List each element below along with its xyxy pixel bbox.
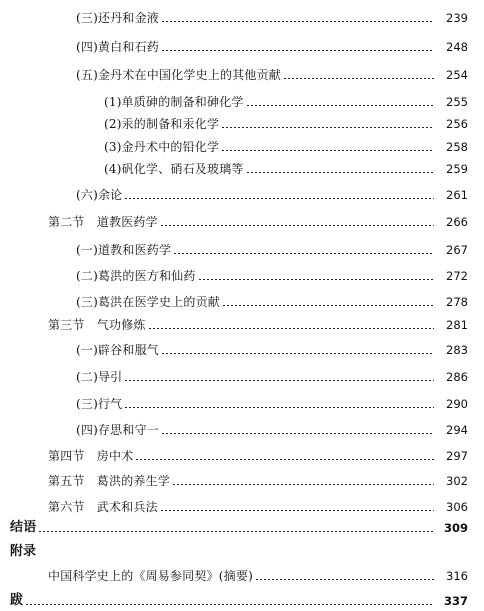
dot-leader [198, 279, 434, 280]
toc-entry-label: (2)汞的制备和汞化学 [104, 117, 220, 131]
toc-page-number: 281 [446, 318, 468, 332]
toc-page-number: 297 [446, 449, 468, 463]
dot-leader [173, 253, 434, 254]
dot-leader [221, 127, 434, 128]
toc-entry[interactable] [0, 137, 484, 157]
toc-entry[interactable] [0, 185, 484, 205]
toc-entry-label: (三)葛洪在医学史上的贡献 [76, 295, 220, 309]
toc-page-number: 302 [446, 474, 468, 488]
toc-entry[interactable] [0, 159, 484, 179]
dot-leader [255, 579, 434, 580]
toc-page-number: 290 [446, 397, 468, 411]
toc-page-number: 256 [446, 117, 468, 131]
toc-entry[interactable] [0, 266, 484, 286]
dot-leader [124, 380, 434, 381]
dot-leader [283, 78, 434, 79]
toc-entry[interactable] [0, 292, 484, 312]
toc-entry-label: (四)黄白和石药 [76, 40, 159, 54]
toc-entry-label: (三)还丹和金液 [76, 11, 159, 25]
toc-page-number: 254 [446, 68, 468, 82]
toc-entry[interactable] [0, 471, 484, 491]
toc-entry-label: (1)单质砷的制备和砷化学 [104, 95, 244, 109]
dot-leader [161, 433, 434, 434]
dot-leader [161, 21, 434, 22]
appendix-heading: 附录 [10, 544, 37, 559]
dot-leader [160, 225, 434, 226]
dot-leader [160, 510, 434, 511]
toc-entry-label: (4)矾化学、硝石及玻璃等 [104, 162, 244, 176]
toc-page-number: 283 [446, 343, 468, 357]
toc-entry[interactable] [0, 37, 484, 57]
dot-leader [38, 531, 434, 532]
toc-entry-label: (三)行气 [76, 397, 123, 411]
toc-entry[interactable] [0, 92, 484, 112]
toc-entry-label: 跋 [10, 593, 24, 608]
toc-entry-label: 第六节 武术和兵法 [48, 500, 158, 514]
dot-leader [221, 150, 434, 151]
toc-entry[interactable] [0, 240, 484, 260]
toc-entry-label: (四)存思和守一 [76, 423, 159, 437]
toc-page-number: 261 [446, 188, 468, 202]
toc-page-number: 255 [446, 95, 468, 109]
toc-entry-label: (一)辟谷和服气 [76, 343, 159, 357]
toc-page-number: 337 [443, 594, 468, 608]
dot-leader [222, 305, 434, 306]
toc-entry[interactable] [0, 420, 484, 440]
toc-entry[interactable] [0, 315, 484, 335]
toc-entry-label: (3)金丹术中的铅化学 [104, 140, 220, 154]
toc-page-number: 316 [446, 569, 468, 583]
toc-entry[interactable] [0, 65, 484, 85]
toc-page-number: 278 [446, 295, 468, 309]
dot-leader [246, 172, 434, 173]
dot-leader [124, 407, 434, 408]
toc-entry-label: 中国科学史上的《周易参同契》(摘要) [48, 569, 253, 583]
toc-page-number: 286 [446, 370, 468, 384]
toc-page-number: 266 [446, 215, 468, 229]
toc-entry-conclusion[interactable] [0, 518, 484, 538]
toc-entry[interactable] [0, 446, 484, 466]
toc-page-number: 259 [446, 162, 468, 176]
toc-entry[interactable] [0, 497, 484, 517]
toc-entry-postscript[interactable] [0, 591, 484, 611]
dot-leader [135, 459, 434, 460]
toc-entry-label: 第三节 气功修炼 [48, 318, 146, 332]
dot-leader [161, 353, 434, 354]
toc-page-number: 294 [446, 423, 468, 437]
toc-page-number: 272 [446, 269, 468, 283]
toc-page-number: 258 [446, 140, 468, 154]
toc-page-number: 267 [446, 243, 468, 257]
toc-page-number: 306 [446, 500, 468, 514]
toc-entry[interactable] [0, 340, 484, 360]
dot-leader [172, 484, 434, 485]
toc-entry[interactable] [0, 114, 484, 134]
toc-page-number: 239 [446, 11, 468, 25]
toc-entry-label: 第四节 房中术 [48, 449, 134, 463]
toc-entry-label: 结语 [10, 520, 37, 535]
toc-page-number: 309 [443, 521, 468, 535]
toc-entry-label: (一)道教和医药学 [76, 243, 172, 257]
toc-entry-label: (二)葛洪的医方和仙药 [76, 269, 196, 283]
toc-page-number: 248 [446, 40, 468, 54]
toc-entry[interactable] [0, 212, 484, 232]
toc-entry-label: (二)导引 [76, 370, 123, 384]
toc-entry-label: (六)余论 [76, 188, 123, 202]
toc-entry[interactable] [0, 367, 484, 387]
toc-entry-label: (五)金丹术在中国化学史上的其他贡献 [76, 68, 281, 82]
dot-leader [246, 105, 434, 106]
toc-entry-label: 第二节 道教医药学 [48, 215, 158, 229]
dot-leader [161, 50, 434, 51]
toc-entry-label: 第五节 葛洪的养生学 [48, 474, 171, 488]
toc-entry[interactable] [0, 566, 484, 586]
dot-leader [148, 328, 434, 329]
dot-leader [124, 198, 434, 199]
toc-entry[interactable] [0, 394, 484, 414]
dot-leader [25, 604, 434, 605]
toc-entry[interactable] [0, 8, 484, 28]
